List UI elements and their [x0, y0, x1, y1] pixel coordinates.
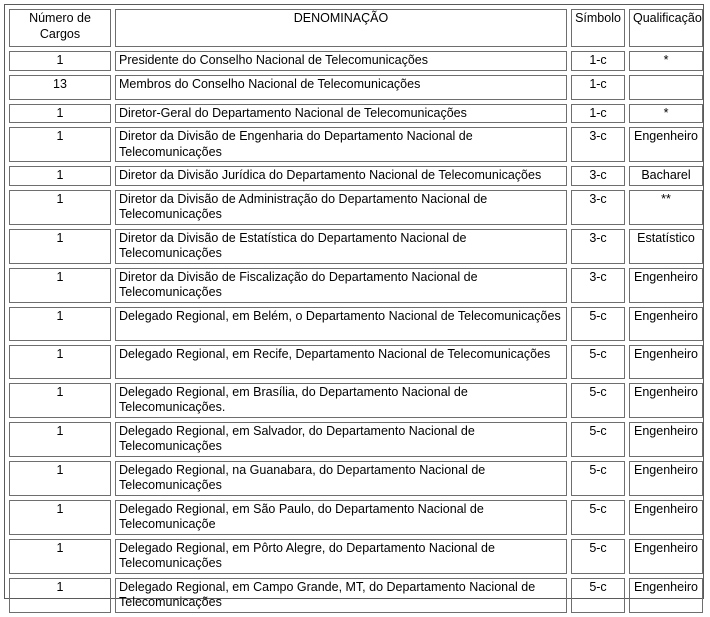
header-denominacao: DENOMINAÇÃO: [115, 9, 567, 47]
cell-qualificacao: Estatístico: [629, 229, 703, 264]
cell-numero: 1: [9, 229, 111, 264]
cell-numero: 1: [9, 345, 111, 379]
cell-denominacao: Diretor-Geral do Departamento Nacional de Telecomunicações: [115, 104, 567, 124]
table-row: [9, 127, 703, 162]
cell-numero: 1: [9, 190, 111, 225]
cell-numero: 1: [9, 268, 111, 303]
cargos-table: [5, 5, 707, 617]
table-row: [9, 461, 703, 496]
cell-numero: 13: [9, 75, 111, 100]
cell-simbolo: 1-c: [571, 104, 625, 124]
cell-simbolo: 5-c: [571, 461, 625, 496]
header-qualificacao: Qualificação: [629, 9, 703, 47]
cell-qualificacao: **: [629, 190, 703, 225]
table-row: [9, 75, 703, 100]
table-row: [9, 190, 703, 225]
header-simbolo: Símbolo: [571, 9, 625, 47]
cell-denominacao: Delegado Regional, em Pôrto Alegre, do Departamento Nacional de Telecomunicações: [115, 539, 567, 574]
table-row: [9, 383, 703, 418]
cell-numero: 1: [9, 461, 111, 496]
table-row: [9, 345, 703, 379]
cell-denominacao: Delegado Regional, em Belém, o Departamento Nacional de Telecomunicações: [115, 307, 567, 341]
cell-qualificacao: [629, 75, 703, 100]
header-row: [9, 9, 703, 47]
header-numero: Número de Cargos: [9, 9, 111, 47]
cell-numero: 1: [9, 500, 111, 535]
cell-denominacao: Membros do Conselho Nacional de Telecomunicações: [115, 75, 567, 100]
cell-denominacao: Diretor da Divisão de Engenharia do Departamento Nacional de Telecomunicações: [115, 127, 567, 162]
cell-simbolo: 3-c: [571, 166, 625, 186]
cell-qualificacao: Engenheiro: [629, 383, 703, 418]
cell-qualificacao: Engenheiro: [629, 578, 703, 613]
cell-simbolo: 5-c: [571, 500, 625, 535]
cell-denominacao: Diretor da Divisão de Estatística do Departamento Nacional de Telecomunicações: [115, 229, 567, 264]
table-row: [9, 229, 703, 264]
table-row: [9, 307, 703, 341]
cell-denominacao: Delegado Regional, na Guanabara, do Departamento Nacional de Telecomunicações: [115, 461, 567, 496]
cell-denominacao: Delegado Regional, em Recife, Departamento Nacional de Telecomunicações: [115, 345, 567, 379]
table-row: [9, 422, 703, 457]
cell-numero: 1: [9, 166, 111, 186]
table-row: [9, 500, 703, 535]
cell-qualificacao: Engenheiro: [629, 268, 703, 303]
cell-denominacao: Delegado Regional, em São Paulo, do Departamento Nacional de Telecomunicaçõe: [115, 500, 567, 535]
cell-qualificacao: *: [629, 104, 703, 124]
table-row: [9, 268, 703, 303]
cell-simbolo: 1-c: [571, 51, 625, 71]
cell-qualificacao: Engenheiro: [629, 500, 703, 535]
cell-denominacao: Diretor da Divisão de Fiscalização do Departamento Nacional de Telecomunicações: [115, 268, 567, 303]
cell-qualificacao: Engenheiro: [629, 127, 703, 162]
cell-simbolo: 5-c: [571, 539, 625, 574]
cell-denominacao: Diretor da Divisão de Administração do Departamento Nacional de Telecomunicações: [115, 190, 567, 225]
cell-qualificacao: Engenheiro: [629, 539, 703, 574]
cell-qualificacao: Bacharel: [629, 166, 703, 186]
cell-simbolo: 5-c: [571, 307, 625, 341]
cell-denominacao: Delegado Regional, em Brasília, do Departamento Nacional de Telecomunicações.: [115, 383, 567, 418]
cell-simbolo: 3-c: [571, 268, 625, 303]
cell-numero: 1: [9, 127, 111, 162]
cell-qualificacao: Engenheiro: [629, 307, 703, 341]
cell-simbolo: 5-c: [571, 345, 625, 379]
cell-simbolo: 3-c: [571, 127, 625, 162]
cell-denominacao: Delegado Regional, em Campo Grande, MT, do Departamento Nacional de Telecomunicações: [115, 578, 567, 613]
table-row: [9, 166, 703, 186]
cell-simbolo: 1-c: [571, 75, 625, 100]
cell-simbolo: 3-c: [571, 190, 625, 225]
cell-numero: 1: [9, 422, 111, 457]
table-row: [9, 51, 703, 71]
cell-numero: 1: [9, 539, 111, 574]
cell-qualificacao: Engenheiro: [629, 345, 703, 379]
cell-numero: 1: [9, 578, 111, 613]
cell-qualificacao: Engenheiro: [629, 422, 703, 457]
cell-denominacao: Diretor da Divisão Jurídica do Departamento Nacional de Telecomunicações: [115, 166, 567, 186]
table-row: [9, 539, 703, 574]
cell-qualificacao: *: [629, 51, 703, 71]
cell-numero: 1: [9, 307, 111, 341]
cell-numero: 1: [9, 51, 111, 71]
table-row: [9, 578, 703, 613]
cell-qualificacao: Engenheiro: [629, 461, 703, 496]
cell-denominacao: Presidente do Conselho Nacional de Telecomunicações: [115, 51, 567, 71]
cell-simbolo: 5-c: [571, 383, 625, 418]
cell-simbolo: 5-c: [571, 578, 625, 613]
table-row: [9, 104, 703, 124]
cell-simbolo: 3-c: [571, 229, 625, 264]
cell-denominacao: Delegado Regional, em Salvador, do Departamento Nacional de Telecomunicações: [115, 422, 567, 457]
cell-numero: 1: [9, 383, 111, 418]
cell-numero: 1: [9, 104, 111, 124]
cell-simbolo: 5-c: [571, 422, 625, 457]
